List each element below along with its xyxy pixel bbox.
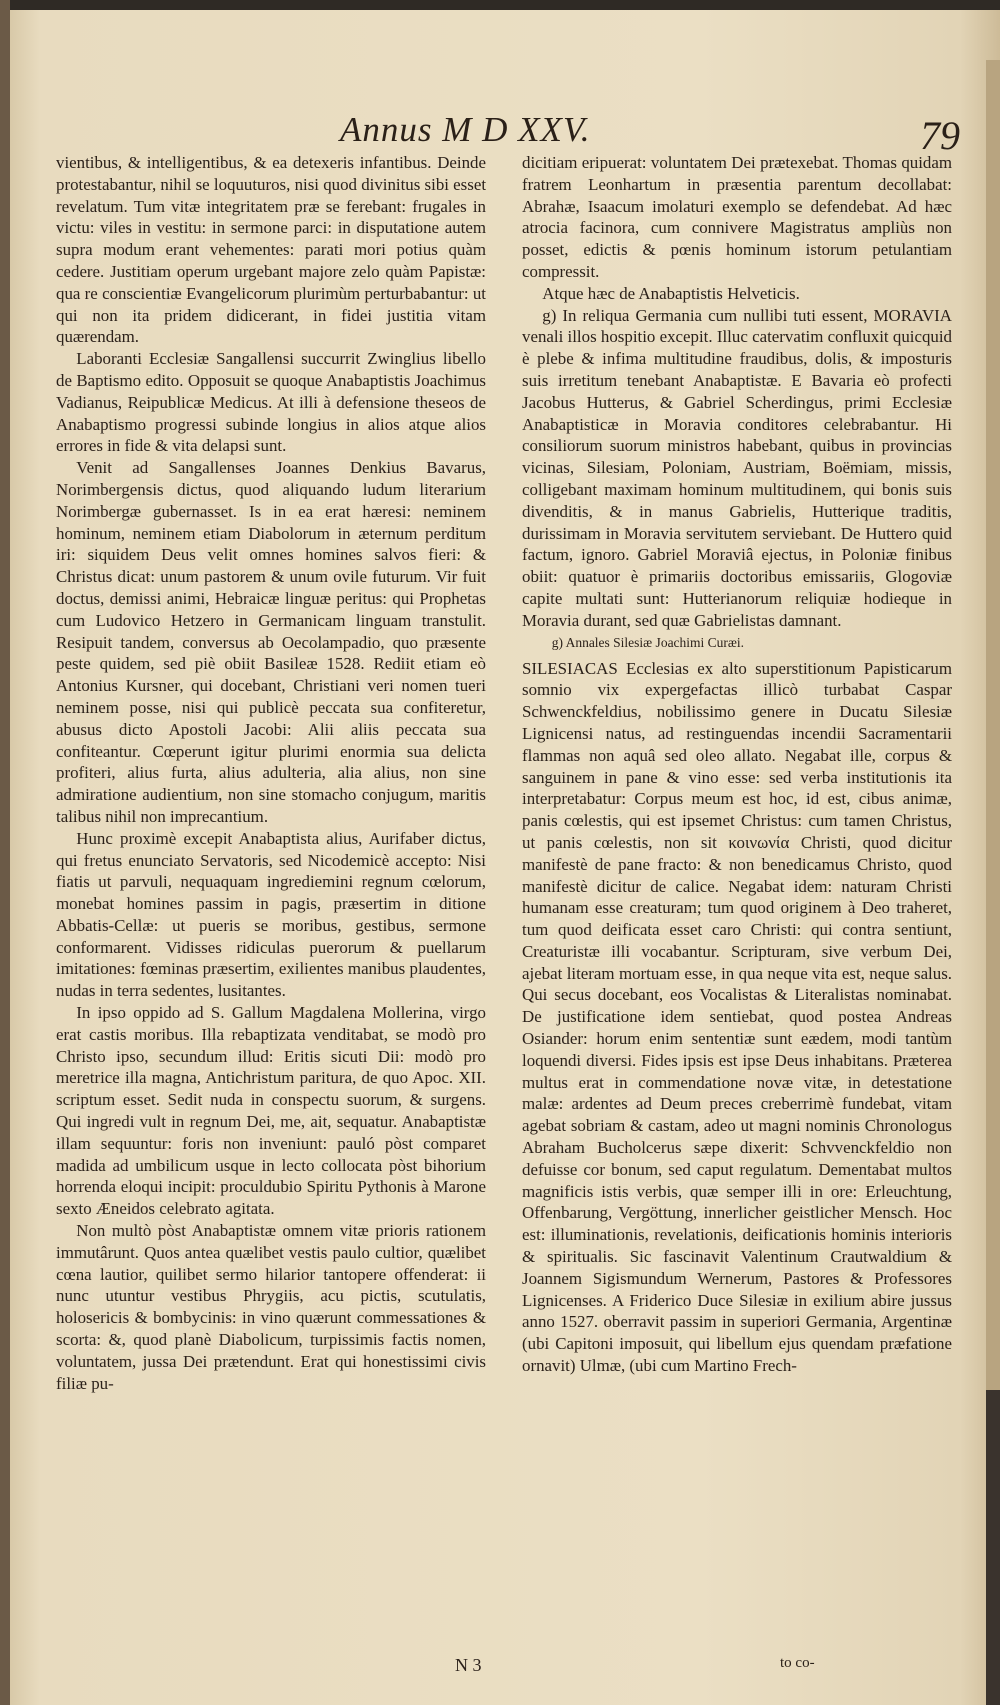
page-number: 79 bbox=[920, 113, 960, 158]
paragraph: Laboranti Ecclesiæ Sangallensi succurrit Zwinglius libello de Baptismo edito. Opposuit se quoque Anabaptistis Joachimus Vadianus, Reipublicæ Medicus. At illi à defensione theseos de Anabaptismo progressi subinde longius in alios atque alios errores in fide & vita delapsi sunt. bbox=[56, 349, 486, 456]
paragraph: Atque hæc de Anabaptistis Helveticis. bbox=[542, 283, 800, 303]
paragraph: Hunc proximè excepit Anabaptista alius, Aurifaber dictus, qui fretus enunciato Servatoris, sed Nicodemicè accepto: Nisi fiatis ut parvuli, nequaquam ingrediemini regnum cœlorum, monebat homines passim in pagis, præsertim in ditione Abbatis-Cellæ: ut pueris se moribus, gestibus, sermone conformarent. Vidisses ridiculas puerorum & puellarum imitationes: fœminas præsertim, exilientes manibus plaudentes, nudas in terra sedentes, lusitantes. bbox=[56, 828, 486, 1001]
paragraph: SILESIACAS Ecclesias ex alto superstitionum Papisticarum somnio vix expergefactas illicò turbabat Caspar Schwenckfeldius, nobilissimo genere in Ducatu Silesiæ Lignicensi natus, ad restinguendas incendii Sacramentarii flammas non aquâ sed oleo allato. Negabat ille, corpus & sanguinem in pane & vino esse: sed verba institutionis ita interpretabatur: Corpus meum est hoc, id est, cibus animæ, panis cœlestis, qui est ipsemet Christus: cum tamen Christus, ut panis cœlestis, non sit κοινωνία Christi, quod dicitur manifestè de pane fracto: & non benedicamus Christo, quod manifestè dicitur de calice. Negabat idem: naturam Christi humanam esse creaturam; tum quod originem à Deo traheret, tum quod deificata esset caro Christi: qui contra sentiunt, Creaturistæ illi vocabantur. Scripturam, sive verbum Dei, ajebat literam mortuam esse, in qua neque vita est, neque salus. Qui secus docebant, eos Vocalistas & Literalistas nominabat. De justificatione idem sentiebat, quod postea Andreas Osiander: horum enim sententiæ sunt eædem, modi tantùm loquendi diversi. Fides ipsis est ipse Deus inhabitans. Præterea multus erat in commendatione novæ vitæ, in detestatione malæ: ardentes ad Deum preces creberrimè fundebat, vitam agebat sobriam & castam, adeo ut magni nominis Chronologus Abraham Bucholcerus sæpe dixerit: Schvvenckfeldio non defuisse cor bonum, sed caput regulatum. Dementabat multos magnificis istis verbis, quæ semper illi in ore: Erleuchtung, Offenbarung, Vergöttung, innerlicher geistlicher Mensch. Hoc est: illuminationis, revelationis, deificationis hominis interioris & spiritualis. Sic fascinavit Valentinum Crautwaldium & Joannem Sigismundum Wernerum, Pastores & Professores Lignicenses. A Friderico Duce Silesiæ in exilium abire jussus anno 1527. oberravit passim in superiori Germania, Argentinæ (ubi Capitoni imposuit, qui libellum ejus quendam præfatione ornavit) Ulmæ, (ubi cum Martino Frech- bbox=[522, 658, 952, 1376]
footnote: g) Annales Silesiæ Joachimi Curæi. bbox=[551, 634, 745, 650]
binding-gutter bbox=[0, 0, 10, 1705]
running-title: Annus M D XXV. bbox=[340, 110, 591, 149]
scan-top-edge bbox=[0, 0, 1000, 10]
left-column bbox=[56, 152, 486, 1652]
page-header bbox=[300, 108, 970, 158]
paragraph: vientibus, & intelligentibus, & ea detexeris infantibus. Deinde protestabantur, nihil se loquuturos, nisi quod divinitus sibi esset revelatum. Tum vitæ integritatem præ se ferebant: frugales in victu: viles in vestitu: in sermone parci: in disputatione autem supra modum erant vehementes: parati mori potius quàm cedere. Justitiam operum urgebant majore zelo quàm Papistæ: qua re conscientiæ Evangelicorum plurimùm perturbabantur: ut qui non ita pridem didicerant, in fidei justitia vitam quærendam. bbox=[56, 153, 487, 347]
right-column bbox=[522, 152, 952, 1652]
paragraph: Non multò pòst Anabaptistæ omnem vitæ prioris rationem immutârunt. Quos antea quælibet vestis paulo cultior, quælibet cœna lautior, quilibet sermo hilarior tantopere offenderat: ii nunc utuntur vestibus Phrygiis, acu pictis, scutulatis, holosericis & bombycinis: in vino quærunt commessationes & scorta: &, quod planè Diabolicum, turpissimis factis nomen, voluntatem, jussa Dei prætendunt. Erat qui honestissimi civis filiæ pu- bbox=[56, 1221, 486, 1393]
page-right-edge bbox=[986, 60, 1000, 1390]
page-footer bbox=[0, 1655, 1000, 1685]
paragraph: dicitiam eripuerat: voluntatem Dei prætexebat. Thomas quidam fratrem Leonhartum in præsentia parentum decollabat: Abrahæ, Isaacum imolaturi exemplo se defendebat. Ad hæc atrocia facinora, cum connivere Magistratus ampliùs non posset, edictis & pœnis hominum istorum petulantiam compressit. bbox=[522, 153, 952, 281]
signature-mark: N 3 bbox=[455, 1655, 482, 1675]
catchword: to co- bbox=[780, 1655, 815, 1671]
paragraph: g) In reliqua Germania cum nullibi tuti essent, MORAVIA venali illos hospitio excepit. Illuc catervatim confluxit quicquid è plebe & infima multitudine fraudibus, dolis, & imposturis suis irretitum tenebant Anabaptistæ. E Bavaria eò profecti Jacobus Hutterus, & Gabriel Scherdingus, primi Ecclesiæ Anabaptisticæ in Moravia conditores celebrabantur. Hi consiliorum suorum ministros habebant, quibus in provincias vicinas, Silesiam, Poloniam, Austriam, Boëmiam, missis, colligebant maximam hominum multitudinem, qui bonis suis divenditis, & in manus Gabrielis, Hutterique traditis, durissimam in Moravia servitutem serviebant. De Huttero quid factum, ignoro. Gabriel Moraviâ ejectus, in Poloniæ finibus obiit: quatuor è primariis doctoribus emissariis, Glogoviæ capite multati sunt: Hutterianorum reliquiæ hodieque in Moravia durant, sed quæ Gabrielistas damnant. bbox=[522, 305, 952, 630]
paragraph: Venit ad Sangallenses Joannes Denkius Bavarus, Norimbergensis dictus, quod aliquando ludum literarium Norimbergæ gubernasset. Is in ea erat hæresi: neminem hominum, neminem etiam Diabolorum in æternum perditum iri: siquidem Deus velit omnes homines salvos fieri: & Christus dicat: unum pastorem & unum ovile futurum. Vir fuit doctus, demissi animi, Hebraicæ linguæ peritus: qui Prophetas cum Ludovico Hetzero in Germanicam linguam transtulit. Resipuit tandem, conversus ab Oecolampadio, quo præsente peste quidem, sed piè obiit Basileæ 1528. Rediit etiam eò Antonius Kursner, qui docebant, Christiani veri nomen tueri neminem posse, nisi qui publicè peccata sua confiteretur, abusus dicto Apostoli Jacobi: Alii aliis peccata sua confiteantur. Cœperunt igitur plurimi enormia sua delicta profiteri, alius furta, alius adulteria, alia alius, non sine admiratione audientium, non sine stomacho conjugum, maritis talibus nihil non imprecantium. bbox=[56, 458, 486, 826]
paragraph: In ipso oppido ad S. Gallum Magdalena Mollerina, virgo erat castis moribus. Illa rebaptizata venditabat, se modò pro Christo ipso, secundum illud: Eritis sicuti Dii: modò pro meretrice illa magna, Antichristum paritura, de quo Apoc. XII. scriptum esset. Sedit nuda in conspectu suorum, & surgens. Qui ingredi vult in regnum Dei, me, ait, sequatur. Anabaptistæ illam sequuntur: foris non inveniunt: pauló pòst comparet madida ad umbilicum usque in lecto collocata pòst bihorium horrenda eloqui incipit: proculdubio Spiritu Pythonis à Marone sexto Æneidos celebrato agitata. bbox=[56, 1003, 486, 1219]
text-columns bbox=[56, 152, 952, 1652]
